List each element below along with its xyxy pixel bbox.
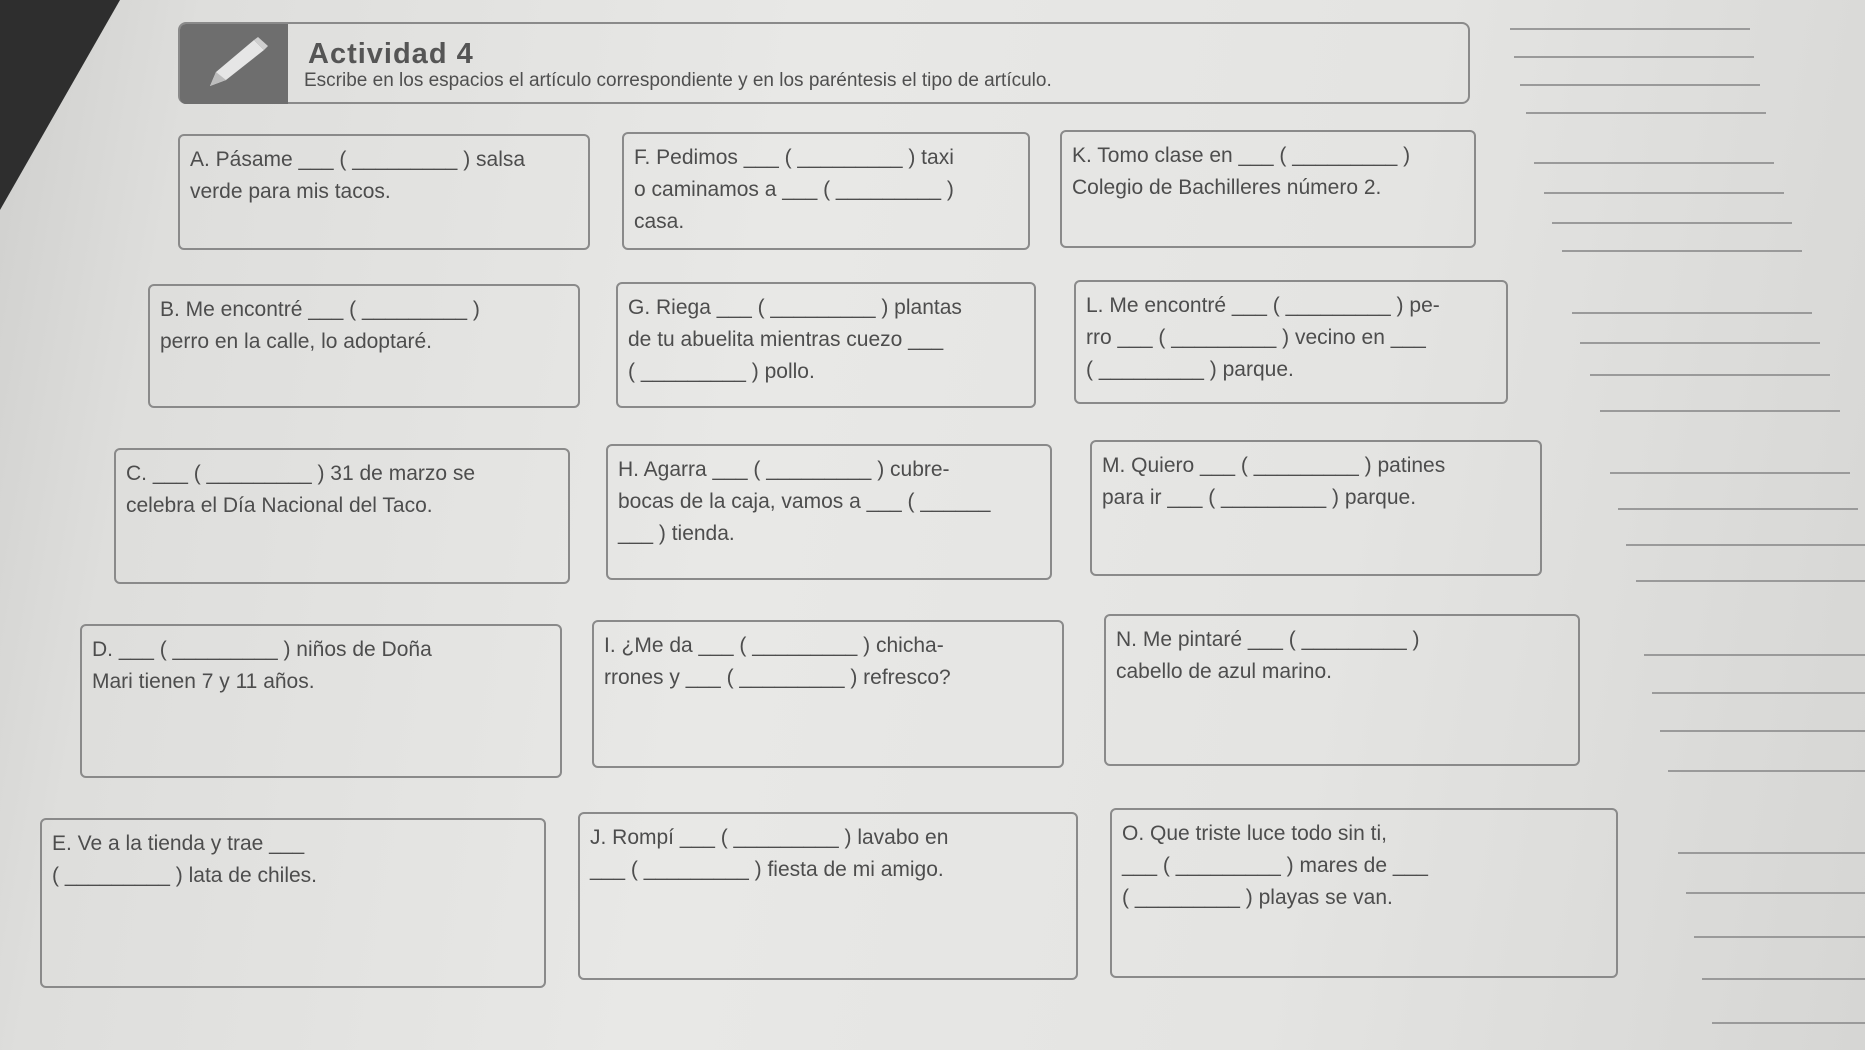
exercise-o-line-1: O. Que triste luce todo sin ti, [1122,822,1387,845]
activity-instructions: Escribe en los espacios el artículo correspondiente y en los paréntesis el tipo de artículo. [304,70,1052,91]
exercise-d-line-1: D. ___ ( _________ ) niños de Doña [92,638,432,661]
exercise-o-line-2: ___ ( _________ ) mares de ___ [1122,854,1428,877]
ruled-line [1520,84,1760,86]
ruled-line [1644,654,1865,656]
exercise-g [616,282,1036,408]
ruled-line [1600,410,1840,412]
ruled-line [1526,112,1766,114]
exercise-j-line-2: ___ ( _________ ) fiesta de mi amigo. [590,858,944,881]
exercise-k [1060,130,1476,248]
exercise-i-line-2: rrones y ___ ( _________ ) refresco? [604,666,951,689]
exercise-h-line-1: H. Agarra ___ ( _________ ) cubre- [618,458,950,481]
ruled-line [1660,730,1865,732]
exercise-h-line-2: bocas de la caja, vamos a ___ ( ______ [618,490,991,513]
activity-title: Actividad 4 [308,38,474,70]
exercise-e-line-2: ( _________ ) lata de chiles. [52,864,318,887]
ruled-line [1572,312,1812,314]
exercise-a-line-1: A. Pásame ___ ( _________ ) salsa [190,148,526,171]
ruled-line [1552,222,1792,224]
ruled-line [1694,936,1865,938]
exercise-m-line-2: para ir ___ ( _________ ) parque. [1102,486,1417,509]
exercise-m [1090,440,1542,576]
exercise-d-line-2: Mari tienen 7 y 11 años. [92,670,315,693]
ruled-line [1534,162,1774,164]
exercise-o-line-3: ( _________ ) playas se van. [1122,886,1393,909]
ruled-line [1636,580,1865,582]
exercise-f-line-3: casa. [634,210,685,233]
exercise-n-line-2: cabello de azul marino. [1116,660,1332,683]
exercise-b-line-1: B. Me encontré ___ ( _________ ) [160,298,480,321]
ruled-line [1544,192,1784,194]
ruled-line [1702,978,1865,980]
exercise-k-line-1: K. Tomo clase en ___ ( _________ ) [1072,144,1411,167]
ruled-line [1610,472,1850,474]
ruled-line [1510,28,1750,30]
exercise-a [178,134,590,250]
exercise-m-line-1: M. Quiero ___ ( _________ ) patines [1102,454,1446,477]
exercise-o [1110,808,1618,978]
ruled-line [1626,544,1865,546]
exercise-a-line-2: verde para mis tacos. [190,180,391,203]
exercise-j [578,812,1078,980]
exercise-n [1104,614,1580,766]
exercise-i-line-1: I. ¿Me da ___ ( _________ ) chicha- [604,634,944,657]
exercise-f [622,132,1030,250]
exercise-b-line-2: perro en la calle, lo adoptaré. [160,330,433,353]
ruled-line [1712,1022,1865,1024]
exercise-h-line-3: ___ ) tienda. [618,522,735,545]
exercise-h [606,444,1052,580]
exercise-g-line-3: ( _________ ) pollo. [628,360,815,383]
exercise-e-line-1: E. Ve a la tienda y trae ___ [52,832,305,855]
exercise-k-line-2: Colegio de Bachilleres número 2. [1072,176,1382,199]
exercise-e [40,818,546,988]
exercise-c-line-1: C. ___ ( _________ ) 31 de marzo se [126,462,476,485]
ruled-line [1678,852,1865,854]
ruled-line [1686,892,1865,894]
ruled-line [1562,250,1802,252]
ruled-line [1580,342,1820,344]
exercise-l-line-3: ( _________ ) parque. [1086,358,1294,381]
exercise-c-line-2: celebra el Día Nacional del Taco. [126,494,433,517]
exercise-l-line-2: rro ___ ( _________ ) vecino en ___ [1086,326,1426,349]
exercise-f-line-1: F. Pedimos ___ ( _________ ) taxi [634,146,954,169]
ruled-line [1590,374,1830,376]
exercise-d [80,624,562,778]
ruled-line [1514,56,1754,58]
pencil-icon [180,24,288,104]
exercise-l-line-1: L. Me encontré ___ ( _________ ) pe- [1086,294,1440,317]
exercise-j-line-1: J. Rompí ___ ( _________ ) lavabo en [590,826,949,849]
ruled-line [1652,692,1865,694]
ruled-line [1668,770,1865,772]
exercise-b [148,284,580,408]
exercise-f-line-2: o caminamos a ___ ( _________ ) [634,178,954,201]
exercise-c [114,448,570,584]
exercise-l [1074,280,1508,404]
exercise-g-line-1: G. Riega ___ ( _________ ) plantas [628,296,962,319]
ruled-line [1618,508,1858,510]
exercise-i [592,620,1064,768]
exercise-n-line-1: N. Me pintaré ___ ( _________ ) [1116,628,1420,651]
exercise-g-line-2: de tu abuelita mientras cuezo ___ [628,328,944,351]
